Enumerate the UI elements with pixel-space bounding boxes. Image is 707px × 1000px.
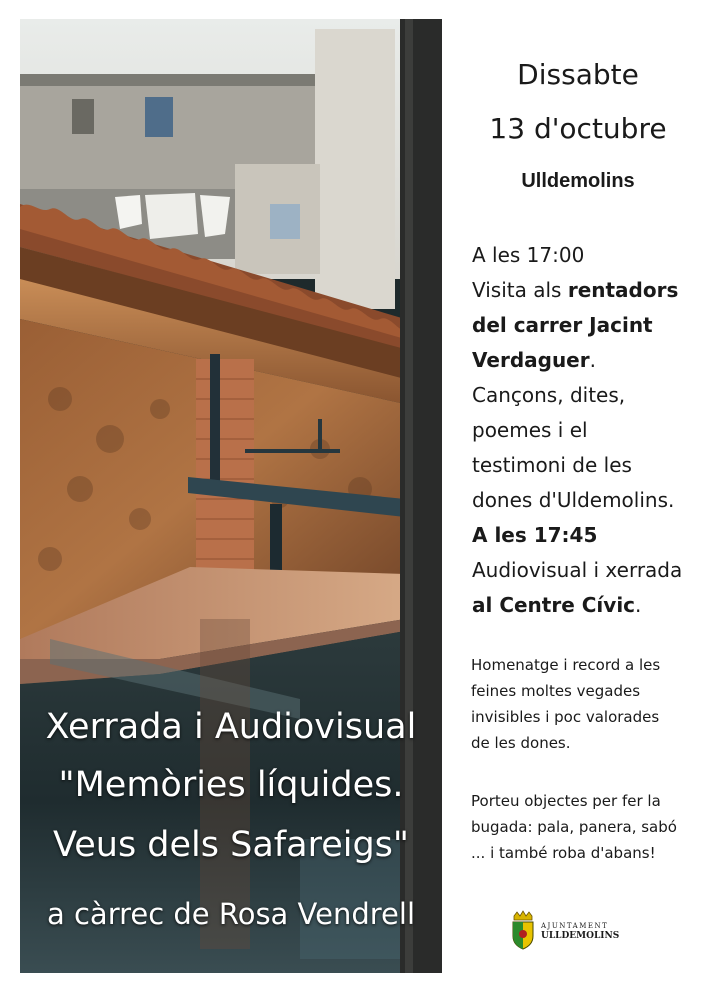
note-line: feines moltes vegades — [471, 682, 641, 700]
event-date: 13 d'octubre — [489, 112, 667, 145]
town-hall-logo — [510, 910, 630, 950]
program-line: Verdaguer. — [472, 348, 596, 372]
program-line: Visita als rentadors — [472, 278, 679, 302]
bring-items-note — [471, 788, 677, 866]
caption-subtitle-2: Veus dels Safareigs" — [53, 825, 409, 865]
event-day: Dissabte — [517, 58, 639, 91]
program-line: poemes i el — [472, 418, 588, 442]
caption-subtitle-1: "Memòries líquides. — [58, 765, 404, 805]
program-line: Audiovisual i xerrada — [472, 558, 683, 582]
program-line: del carrer Jacint — [472, 313, 653, 337]
caption-title: Xerrada i Audiovisual — [45, 707, 417, 747]
program-line: al Centre Cívic. — [472, 593, 642, 617]
note-line: invisibles i poc valorades — [471, 708, 660, 726]
note-line: Homenatge i record a les — [471, 656, 661, 674]
program-time-1: A les 17:00 — [472, 243, 585, 267]
coat-of-arms-icon — [510, 910, 536, 950]
event-town: Ulldemolins — [521, 170, 635, 192]
homage-note — [471, 652, 660, 756]
caption-presenter: a càrrec de Rosa Vendrell — [46, 897, 416, 931]
program-time-2: A les 17:45 — [472, 523, 598, 547]
note-line: de les dones. — [471, 734, 571, 752]
logo-line-1: AJUNTAMENT — [541, 922, 609, 930]
program-line: testimoni de les — [472, 453, 632, 477]
program-line: dones d'Uldemolins. — [472, 488, 675, 512]
logo-line-2: ULLDEMOLINS — [541, 931, 620, 941]
poster-photo — [20, 19, 442, 973]
note-line: bugada: pala, panera, sabó — [471, 818, 677, 836]
note-line: ... i també roba d'abans! — [471, 844, 656, 862]
program-line: Cançons, dites, — [472, 383, 626, 407]
program-block — [472, 238, 682, 623]
note-line: Porteu objectes per fer la — [471, 792, 661, 810]
